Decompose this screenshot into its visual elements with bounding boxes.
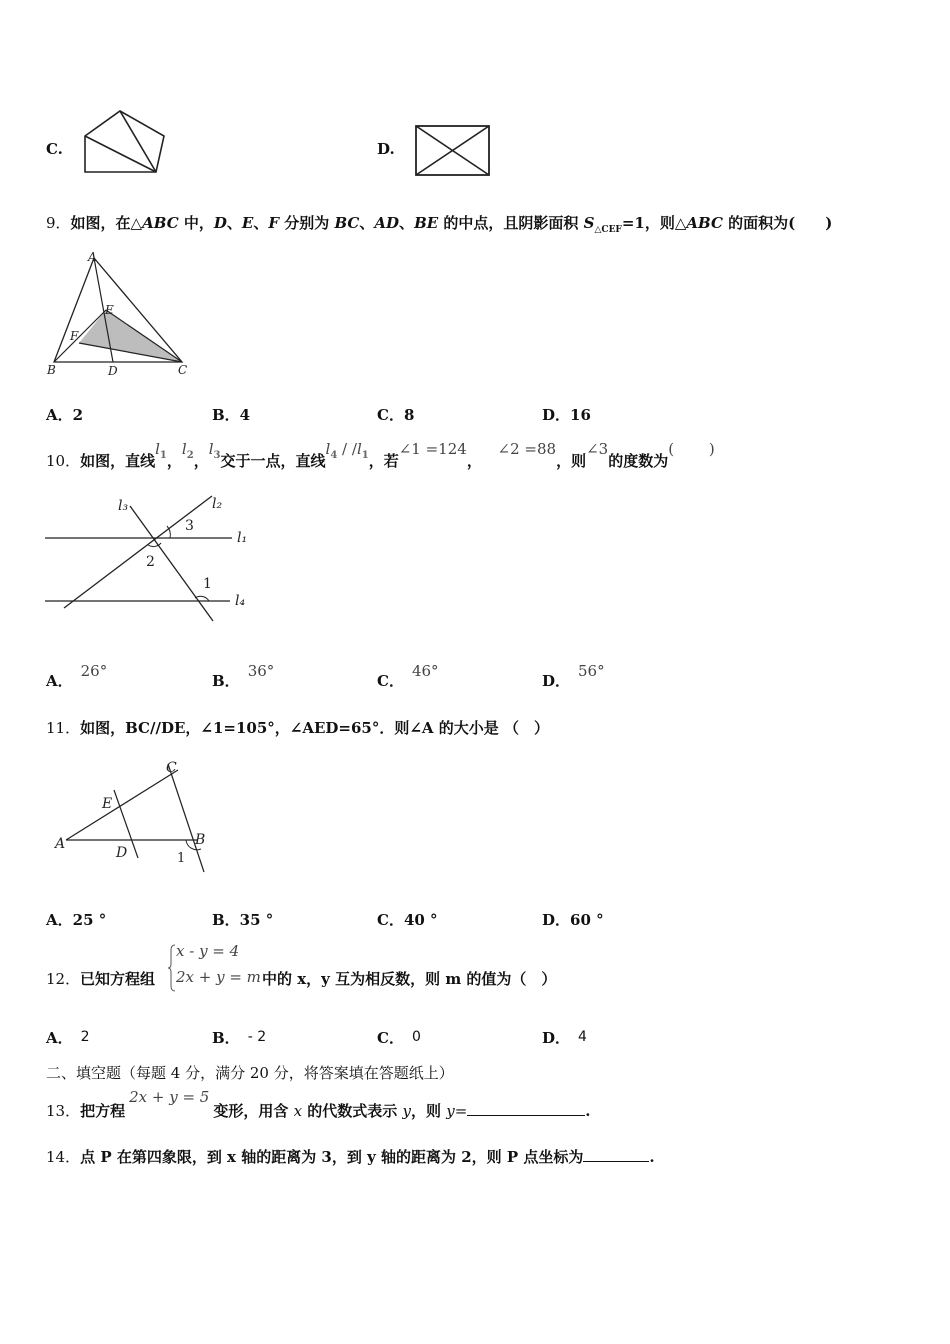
segment-ac: [66, 770, 178, 840]
brace-icon: [168, 944, 176, 992]
label-l3: l₃: [118, 498, 129, 514]
q8-option-d-figure: [412, 122, 494, 180]
line-l3: [130, 506, 213, 621]
q13-number: 13．: [46, 1102, 81, 1120]
q8-option-c-label: C.: [46, 140, 63, 158]
q12-option-d[interactable]: D． 4: [542, 1029, 587, 1047]
q12-option-b[interactable]: B． - 2: [212, 1029, 267, 1047]
q11-stem: 11．如图，BC//DE，∠1=105°，∠AED=65°．则∠A 的大小是 （ ）: [46, 719, 550, 737]
q14-number: 14．: [46, 1148, 81, 1166]
q12-eq2: 2x + y = m: [176, 968, 261, 986]
q12-text-b: 中的 x，y 互为相反数，则 m 的值为（ ）: [262, 970, 557, 988]
label-1: 1: [203, 576, 212, 592]
q10-option-c[interactable]: C．46°: [377, 662, 439, 690]
label-c: C: [178, 363, 188, 377]
label-1: 1: [177, 851, 186, 866]
q9-option-b[interactable]: B．4: [212, 406, 251, 424]
label-e: E: [105, 303, 114, 317]
q13-answer-blank[interactable]: [467, 1101, 585, 1116]
q12-option-c[interactable]: C． 0: [377, 1029, 421, 1047]
label-3: 3: [185, 518, 194, 534]
q9-figure: [44, 248, 194, 380]
q9-stem: 9．如图，在△ABC 中，D、E、F 分别为 BC、AD、BE 的中点，且阴影面积 $S_{\triangle CEF}=1$，则△ABC 的面积为( ): [46, 214, 833, 235]
q13-stem: 13．把方程2x + y = 5变形，用含 x 的代数式表示 y，则 y= .: [46, 1088, 591, 1120]
label-d: D: [116, 845, 128, 861]
q10-stem: 10．如图，直线$l_1$，$l_2$，$l_3$交于一点，直线$l_4 / /l_1$，若∠1 =124， ∠2 =88，则∠3的度数为( ): [46, 440, 715, 470]
section-2-title: 二、填空题（每题 4 分，满分 20 分，将答案填在答题纸上）: [46, 1064, 454, 1082]
label-l2: l₂: [212, 496, 223, 512]
q11-option-b[interactable]: B．35 °: [212, 911, 274, 929]
q11-option-c[interactable]: C．40 °: [377, 911, 438, 929]
q8-option-d-label: D.: [377, 140, 395, 158]
label-2: 2: [146, 554, 155, 570]
q9-option-a[interactable]: A．2: [46, 406, 84, 424]
line-bc: [168, 764, 204, 872]
q8-option-c-figure: [80, 106, 170, 178]
q10-option-a[interactable]: A．26°: [46, 662, 108, 690]
q9-number: 9．: [46, 214, 71, 232]
q10-figure: [40, 488, 270, 628]
q9-option-d[interactable]: D．16: [542, 406, 591, 424]
label-a: A: [88, 250, 97, 264]
q10-option-d[interactable]: D．56°: [542, 662, 605, 690]
q10-number: 10．: [46, 452, 81, 470]
q14-answer-blank[interactable]: [583, 1147, 649, 1162]
q11-option-a[interactable]: A．25 °: [46, 911, 107, 929]
q14-stem: 14．点 P 在第四象限，到 x 轴的距离为 3，到 y 轴的距离为 2，则 P 点坐标为 .: [46, 1148, 655, 1166]
label-a: A: [55, 836, 66, 852]
shaded-triangle-cef: [79, 310, 182, 362]
q13-equation: 2x + y = 5: [129, 1088, 210, 1106]
label-l4: l₄: [235, 593, 246, 609]
q12-option-a[interactable]: A． 2: [46, 1029, 90, 1047]
q12-equation-system: [168, 942, 260, 994]
q12-text-a: 已知方程组: [80, 970, 156, 988]
label-b: B: [47, 363, 56, 377]
label-c: C: [166, 760, 177, 776]
label-e: E: [102, 796, 113, 812]
q12-number: 12．: [46, 970, 81, 988]
q11-figure: [52, 756, 212, 878]
q10-option-b[interactable]: B．36°: [212, 662, 275, 690]
line-l2: [64, 496, 212, 608]
label-b: B: [195, 832, 206, 848]
label-l1: l₁: [237, 530, 248, 546]
label-d: D: [108, 364, 118, 378]
q12-eq1: x - y = 4: [176, 942, 240, 960]
q9-option-c[interactable]: C．8: [377, 406, 415, 424]
label-f: F: [70, 329, 79, 343]
q11-option-d[interactable]: D．60 °: [542, 911, 604, 929]
q11-number: 11．: [46, 719, 81, 737]
